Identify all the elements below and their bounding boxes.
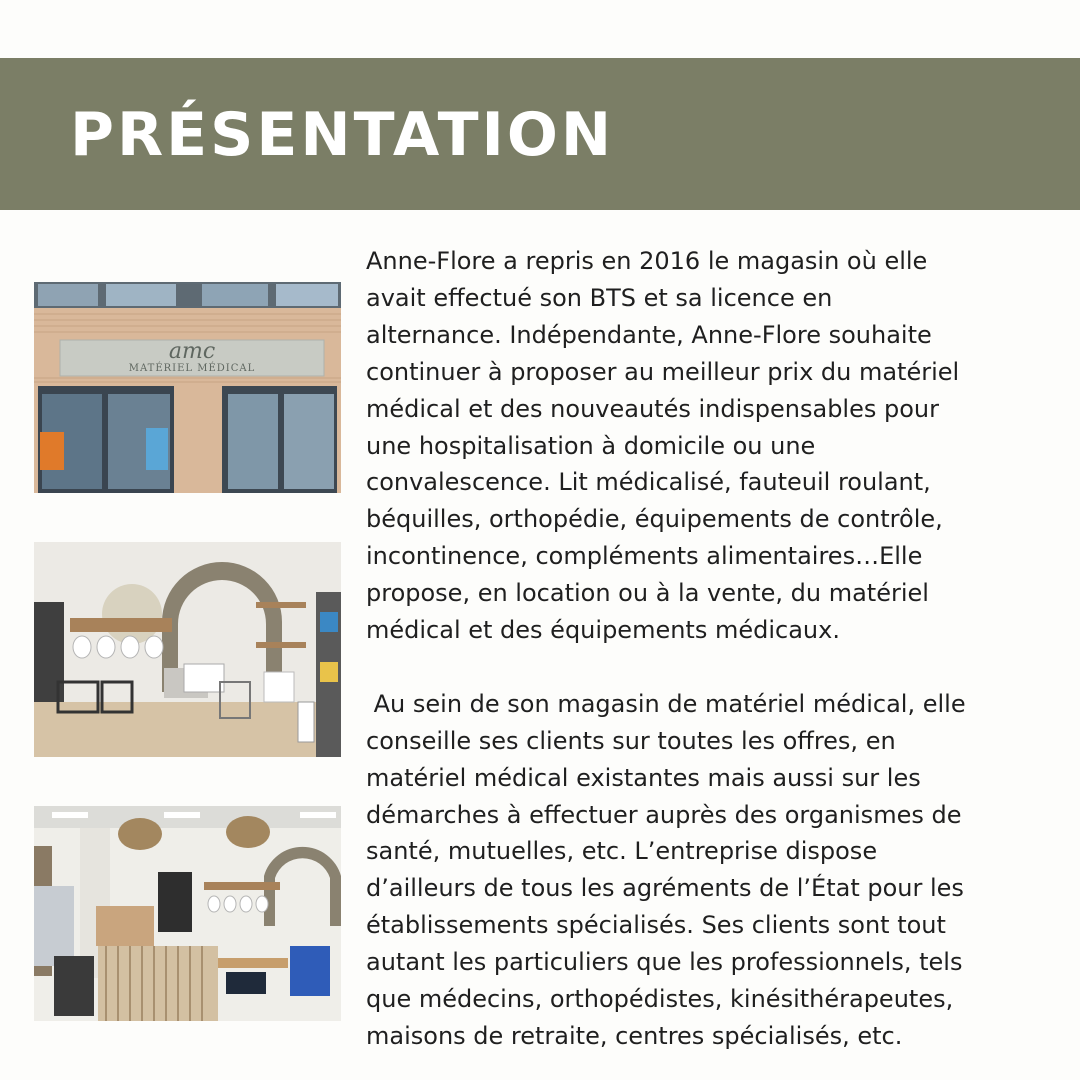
text-line: alternance. Indépendante, Anne-Flore souhaite: [366, 320, 932, 349]
text-line: une hospitalisation à domicile ou une: [366, 431, 816, 460]
text-line: matériel médical existantes mais aussi sur les: [366, 763, 921, 792]
page-title: PRÉSENTATION: [70, 100, 615, 170]
text-line: démarches à effectuer auprès des organismes de: [366, 800, 962, 829]
text-line: autant les particuliers que les professionnels, tels: [366, 948, 963, 977]
text-line: conseille ses clients sur toutes les offres, en: [366, 726, 896, 755]
text-line: maisons de retraite, centres spécialisés, etc.: [366, 1022, 903, 1051]
storefront-photo: [34, 282, 341, 493]
text-line: convalescence. Lit médicalisé, fauteuil roulant,: [366, 468, 931, 497]
text-line: d’ailleurs de tous les agréments de l’État pour les: [366, 874, 964, 903]
wall-display-photo: [34, 542, 341, 757]
sign-text: MATÉRIEL MÉDICAL: [128, 363, 256, 374]
presentation-text: [366, 243, 1066, 1055]
text-line: Anne-Flore a repris en 2016 le magasin où elle: [366, 247, 928, 275]
text-line: établissements spécialisés. Ses clients sont tout: [366, 911, 946, 940]
wall-display-illustration: [34, 542, 341, 757]
storefront-illustration: [34, 282, 341, 493]
paragraph-intro: [366, 243, 1066, 649]
store-interior-photo: [34, 806, 341, 1021]
text-line: médical et des nouveautés indispensables pour: [366, 394, 939, 423]
text-line: béquilles, orthopédie, équipements de contrôle,: [366, 505, 943, 534]
paragraph-services: [366, 686, 1066, 1055]
text-line: propose, en location ou à la vente, du matériel: [366, 579, 929, 608]
text-line: médical et des équipements médicaux.: [366, 616, 840, 645]
text-line: santé, mutuelles, etc. L’entreprise dispose: [366, 837, 878, 866]
text-line: avait effectué son BTS et sa licence en: [366, 283, 833, 312]
text-line: incontinence, compléments alimentaires…Elle: [366, 542, 923, 571]
text-line: continuer à proposer au meilleur prix du matériel: [366, 357, 960, 386]
sign-logo: amc: [168, 339, 216, 364]
text-line: que médecins, orthopédistes, kinésithérapeutes,: [366, 985, 954, 1014]
text-line: Au sein de son magasin de matériel médical, elle: [366, 689, 966, 718]
store-interior-illustration: [34, 806, 341, 1021]
